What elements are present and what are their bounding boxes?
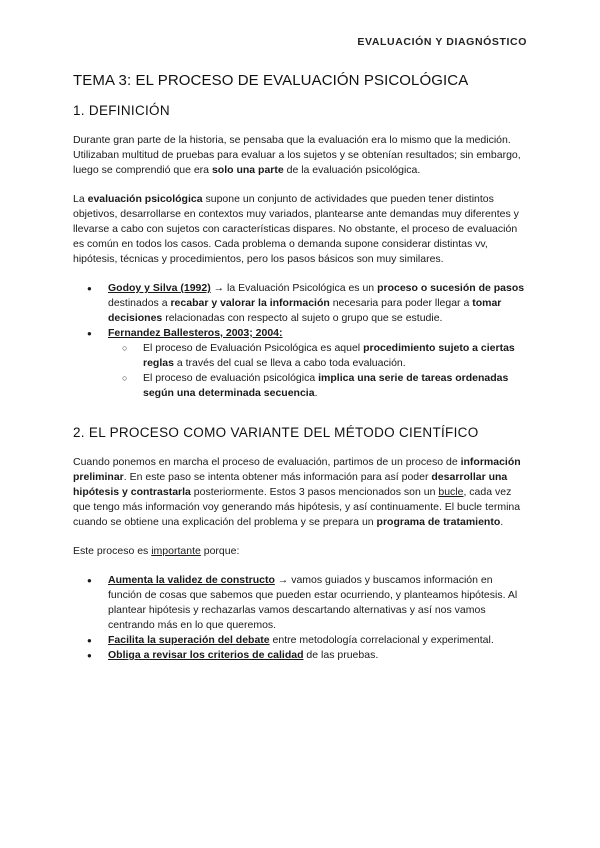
text: La bbox=[73, 193, 88, 205]
list-item bbox=[73, 633, 528, 648]
text: El proceso de Evaluación Psicológica es aquel bbox=[143, 342, 364, 354]
bold-text: programa de tratamiento bbox=[376, 516, 501, 528]
running-header: EVALUACIÓN Y DIAGNÓSTICO bbox=[357, 36, 527, 48]
bold-underlined-text: Obliga a revisar los criterios de calidad bbox=[108, 649, 304, 661]
underlined-text: bucle bbox=[438, 486, 464, 498]
bold-text: tomar decisiones bbox=[108, 297, 502, 324]
text: porque: bbox=[200, 545, 240, 557]
bullet-list bbox=[73, 573, 528, 663]
text: . bbox=[500, 516, 504, 528]
paragraph bbox=[73, 133, 528, 178]
section-heading: 2. EL PROCESO COMO VARIANTE DEL MÉTODO CIENTÍFICO bbox=[73, 425, 479, 440]
bold-text: solo una parte bbox=[211, 164, 284, 176]
list-item bbox=[73, 281, 528, 326]
bullet-list bbox=[73, 281, 528, 401]
bold-text: procedimiento sujeto a ciertas reglas bbox=[143, 342, 515, 369]
text: necesaria para poder llegar a bbox=[329, 297, 473, 309]
text: de la evaluación psicológica. bbox=[283, 164, 421, 176]
text: → la Evaluación Psicológica es un bbox=[210, 282, 378, 294]
text: Cuando ponemos en marcha el proceso de evaluación, partimos de un proceso de bbox=[73, 456, 461, 468]
list-item bbox=[73, 573, 528, 633]
underlined-text: importante bbox=[151, 545, 201, 557]
text: Este proceso es bbox=[73, 545, 152, 557]
text: posteriormente. Estos 3 pasos mencionados son un bbox=[190, 486, 439, 498]
page-title: TEMA 3: EL PROCESO DE EVALUACIÓN PSICOLÓGICA bbox=[73, 72, 469, 89]
bold-text: proceso o sucesión de pasos bbox=[377, 282, 525, 294]
section-definicion bbox=[73, 103, 528, 401]
bold-text: desarrollar una hipótesis y contrastarla bbox=[73, 471, 508, 498]
text: a través del cual se lleva a cabo toda evaluación. bbox=[173, 357, 406, 369]
text: supone un conjunto de actividades que pueden tener distintos objetivos, desarrollarse en contextos muy variados, plantearse ante demandas muy diferentes y llevarse a cabo con sujetos con características dispares. No obstante, el proceso de evaluación es común en todos los casos. Cada problema o demanda supone considerar distintas vv, hipótesis, técnicas y procedimientos, pero los pasos básicos son muy similares. bbox=[73, 193, 519, 265]
paragraph bbox=[73, 544, 528, 559]
text: relacionadas con respecto al sujeto o grupo que se estudie. bbox=[162, 312, 443, 324]
text: de las pruebas. bbox=[303, 649, 379, 661]
list-item bbox=[73, 326, 528, 401]
paragraph bbox=[73, 455, 528, 530]
text: , cada vez que tengo más información voy generando más hipótesis, y así continuamente. El bucle termina cuando se obtiene una explicación del problema y se prepara un bbox=[73, 486, 521, 528]
sub-list-item bbox=[108, 371, 528, 401]
text: . bbox=[314, 387, 318, 399]
bold-text: evaluación psicológica bbox=[87, 193, 203, 205]
bold-text: implica una serie de tareas ordenadas según una determinada secuencia bbox=[143, 372, 509, 399]
section-proceso bbox=[73, 425, 528, 663]
text: entre metodología correlacional y experimental. bbox=[269, 634, 494, 646]
list-item bbox=[73, 648, 528, 663]
sub-list bbox=[108, 341, 528, 401]
paragraph bbox=[73, 192, 528, 267]
reference-text: Fernandez Ballesteros, 2003; 2004: bbox=[108, 327, 283, 339]
sub-list-item bbox=[108, 341, 528, 371]
reference-text: Godoy y Silva (1992) bbox=[108, 282, 211, 294]
text: . En este paso se intenta obtener más información para así poder bbox=[123, 471, 432, 483]
bold-underlined-text: Aumenta la validez de constructo bbox=[108, 574, 275, 586]
section-heading: 1. DEFINICIÓN bbox=[73, 103, 170, 118]
bold-text: recabar y valorar la información bbox=[170, 297, 330, 309]
text: Durante gran parte de la historia, se pensaba que la evaluación era lo mismo que la medición. Utilizaban multitud de pruebas para evaluar a los sujetos y se obtenían resultados; sin embargo, luego se comprendió que era bbox=[73, 134, 521, 176]
text: destinados a bbox=[108, 297, 171, 309]
text: → vamos guiados y buscamos información en función de cosas que sabemos que pueden estar ocurriendo, y planteamos hipótesis. Al plantear hipótesis y rechazarlas vamos descartando alternativas y así nos vamos centrando más en lo que queremos. bbox=[108, 574, 518, 631]
bold-text: información preliminar bbox=[73, 456, 521, 483]
content bbox=[73, 72, 528, 677]
bold-underlined-text: Facilita la superación del debate bbox=[108, 634, 270, 646]
text: El proceso de evaluación psicológica bbox=[143, 372, 319, 384]
